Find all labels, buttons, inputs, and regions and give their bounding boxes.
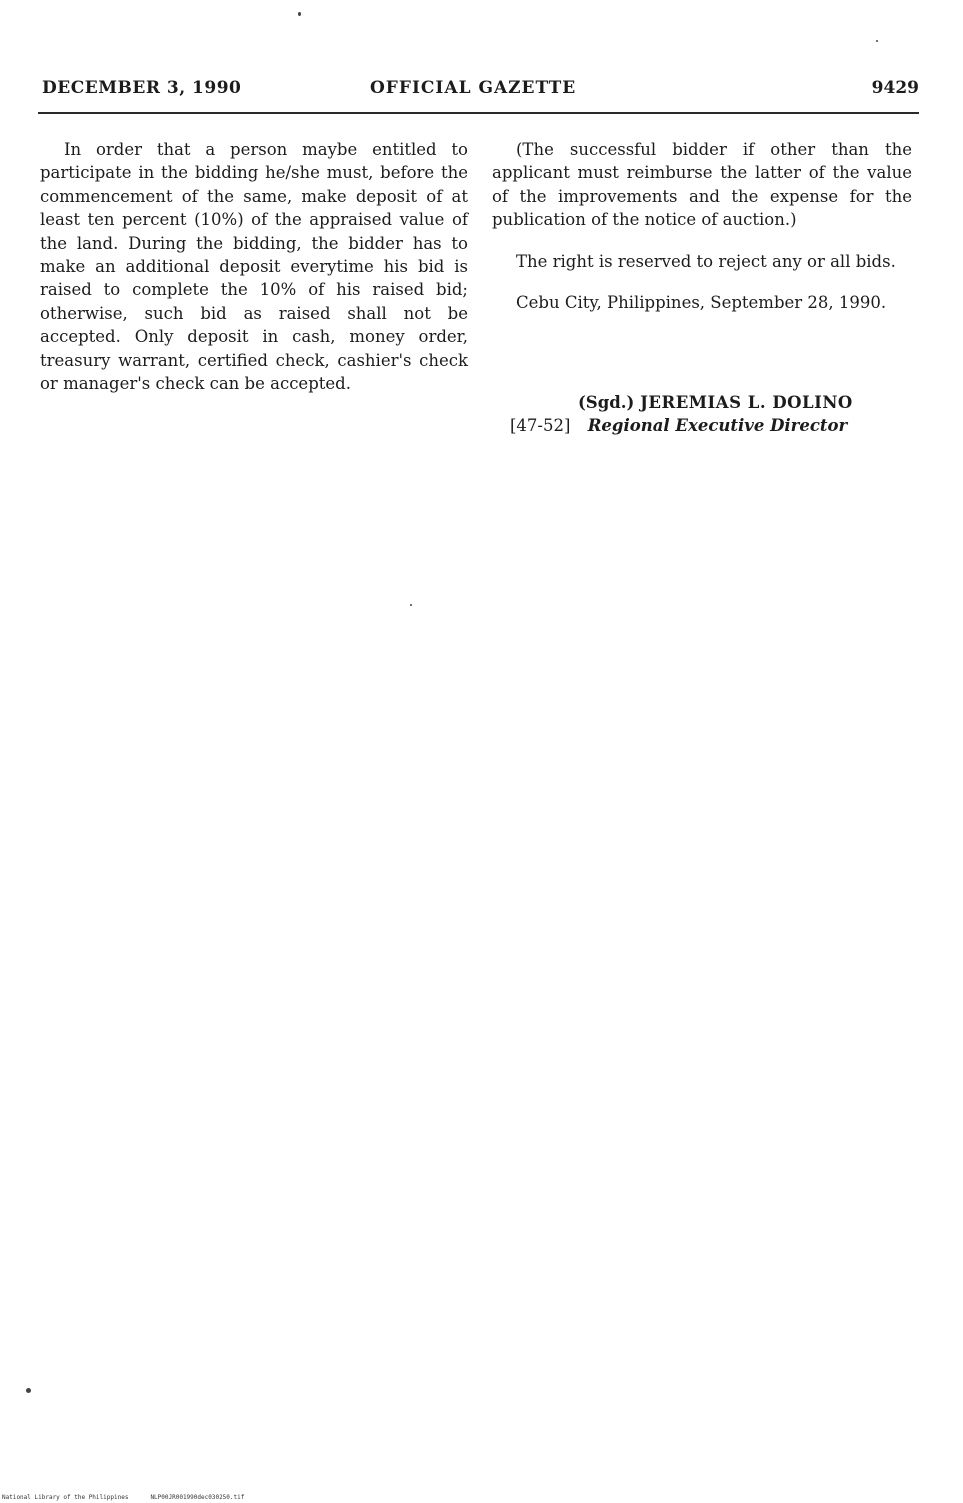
right-reserved-paragraph: The right is reserved to reject any or all bids. (516, 251, 896, 271)
left-column (40, 138, 468, 395)
scan-footer (2, 1494, 244, 1501)
page-number: 9429 (871, 78, 919, 98)
publication-title: OFFICIAL GAZETTE (370, 78, 577, 98)
signatory-name: JEREMIAS L. DOLINO (640, 393, 853, 412)
place-date-paragraph: Cebu City, Philippines, September 28, 1990. (516, 293, 887, 313)
signatory-position: Regional Executive Director (587, 416, 848, 435)
signed-mark: (Sgd.) (578, 393, 635, 412)
successful-bidder-paragraph: (The successful bidder if other than the applicant must reimburse the latter of the value of the improvements and the expense for the publication of the notice of auction.) (492, 140, 912, 230)
right-column (492, 138, 912, 314)
footer-filename: NLP00JR001990dec030250.tif (150, 1494, 245, 1501)
issue-date: DECEMBER 3, 1990 (42, 78, 242, 98)
signatory-position-line (510, 416, 847, 435)
notice-reference: [47-52] (510, 416, 571, 435)
bidding-deposit-paragraph: In order that a person maybe entitled to participate in the bidding he/she must, before the commencement of the same, make deposit of at least ten percent (10%) of the appraised value of the land. During the bidding, the bidder has to make an additional deposit everytime his bid is raised to complete the 10% of his raised bid; otherwise, such bid as raised shall not be accepted. Only deposit in cash, money order, treasury warrant, certified check, cashier's check or manager's check can be accepted. (40, 140, 468, 394)
scan-speck (26, 1388, 31, 1393)
footer-library: National Library of the Philippines (2, 1494, 129, 1501)
scan-speck (876, 40, 878, 42)
header-rule (38, 112, 919, 114)
page-header (42, 78, 919, 102)
scan-speck (410, 604, 412, 606)
scan-speck (298, 12, 301, 16)
signature-line (578, 393, 853, 412)
